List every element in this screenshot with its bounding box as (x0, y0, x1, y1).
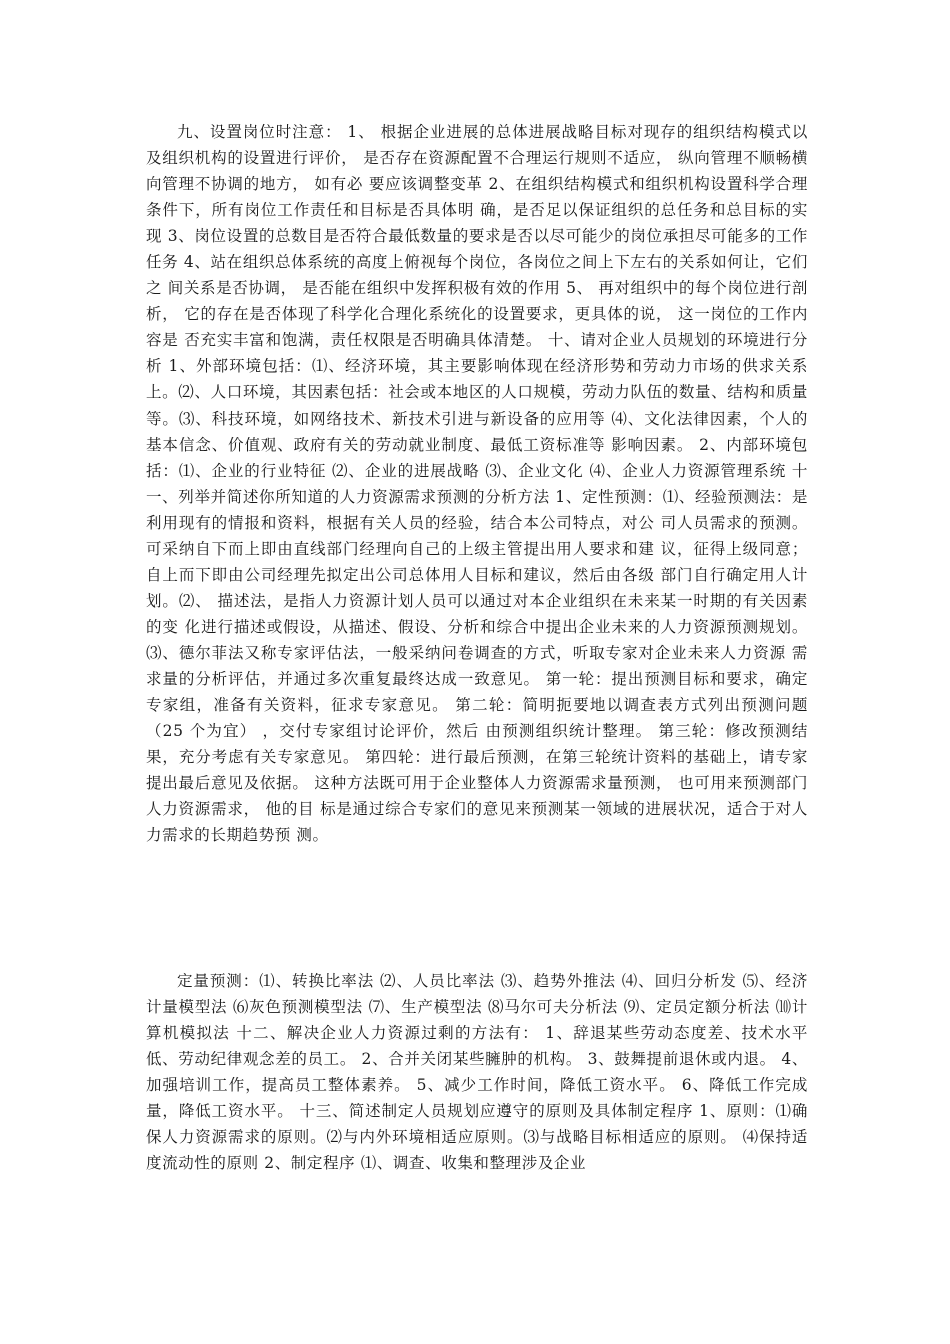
body-text-section-2 (146, 968, 808, 1176)
paragraph-quantitative-forecast: 定量预测：⑴、转换比率法 ⑵、人员比率法 ⑶、趋势外推法 ⑷、回归分析发 ⑸、经济计量模型法 ⑹灰色预测模型法 ⑺、生产模型法 ⑻马尔可夫分析法 ⑼、定员定额分析法 ⑽计算机模拟法 十二、解决企业人力资源过剩的方法有： 1、辞退某些劳动态度差、技术水平低、劳动纪律观念差的员工。 2、合并关闭某些臃肿的机构。 3、鼓舞提前退休或内退。 4、加强培训工作，提高员工整体素养。 5、减少工作时间，降低工资水平。 6、降低工作完成量，降低工资水平。 十三、简述制定人员规划应遵守的原则及具体制定程序 1、原则：⑴确保人力资源需求的原则。⑵与内外环境相适应原则。⑶与战略目标相适应的原则。 ⑷保持适度流动性的原则 2、制定程序 ⑴、调查、收集和整理涉及企业 (146, 972, 808, 1173)
body-text-section-1 (146, 119, 808, 848)
paragraph-job-design-and-hr-planning: 九、设置岗位时注意： 1、 根据企业进展的总体进展战略目标对现存的组织结构模式以及组织机构的设置进行评价， 是否存在资源配置不合理运行规则不适应， 纵向管理不顺畅横向管理不协调的地方， 如有必 要应该调整变革 2、在组织结构模式和组织机构设置科学合理条件下，所有岗位工作责任和目标是否具体明 确，是否足以保证组织的总任务和总目标的实现 3、岗位设置的总数目是否符合最低数量的要求是否以尽可能少的岗位承担尽可能多的工作 任务 4、站在组织总体系统的高度上俯视每个岗位，各岗位之间上下左右的关系如何让，它们之 间关系是否协调， 是否能在组织中发挥积极有效的作用 5、 再对组织中的每个岗位进行剖析， 它的存在是否体现了科学化合理化系统化的设置要求，更具体的说， 这一岗位的工作内容是 否充实丰富和饱满，责任权限是否明确具体清楚。 十、请对企业人员规划的环境进行分析 1、外部环境包括：⑴、经济环境，其主要影响体现在经济形势和劳动力市场的供求关系上。⑵、人口环境，其因素包括：社会或本地区的人口规模，劳动力队伍的数量、结构和质量等。⑶、科技环境，如网络技术、新技术引进与新设备的应用等 ⑷、文化法律因素，个人的基本信念、价值观、政府有关的劳动就业制度、最低工资标准等 影响因素。 2、内部环境包括：⑴、企业的行业特征 ⑵、企业的进展战略 ⑶、企业文化 ⑷、企业人力资源管理系统 十一、列举并简述你所知道的人力资源需求预测的分析方法 1、定性预测：⑴、经验预测法：是利用现有的情报和资料，根据有关人员的经验，结合本公司特点，对公 司人员需求的预测。 可采纳自下而上即由直线部门经理向自己的上级主管提出用人要求和建 议，征得上级同意；自上而下即由公司经理先拟定出公司总体用人目标和建议，然后由各级 部门自行确定用人计划。⑵、 描述法，是指人力资源计划人员可以通过对本企业组织在未来某一时期的有关因素的变 化进行描述或假设，从描述、假设、分析和综合中提出企业未来的人力资源预测规划。⑶、德尔菲法又称专家评估法，一般采纳问卷调查的方式，听取专家对企业未来人力资源 需求量的分析评估，并通过多次重复最终达成一致意见。 第一轮：提出预测目标和要求，确定专家组，准备有关资料，征求专家意见。 第二轮：简明扼要地以调查表方式列出预测问题（25 个为宜） ，交付专家组讨论评价，然后 由预测组织统计整理。 第三轮：修改预测结果，充分考虑有关专家意见。 第四轮：进行最后预测，在第三轮统计资料的基础上，请专家提出最后意见及依据。 这种方法既可用于企业整体人力资源需求量预测， 也可用来预测部门人力资源需求， 他的目 标是通过综合专家们的意见来预测某一领域的进展状况，适合于对人力需求的长期趋势预 测。 (146, 123, 808, 845)
